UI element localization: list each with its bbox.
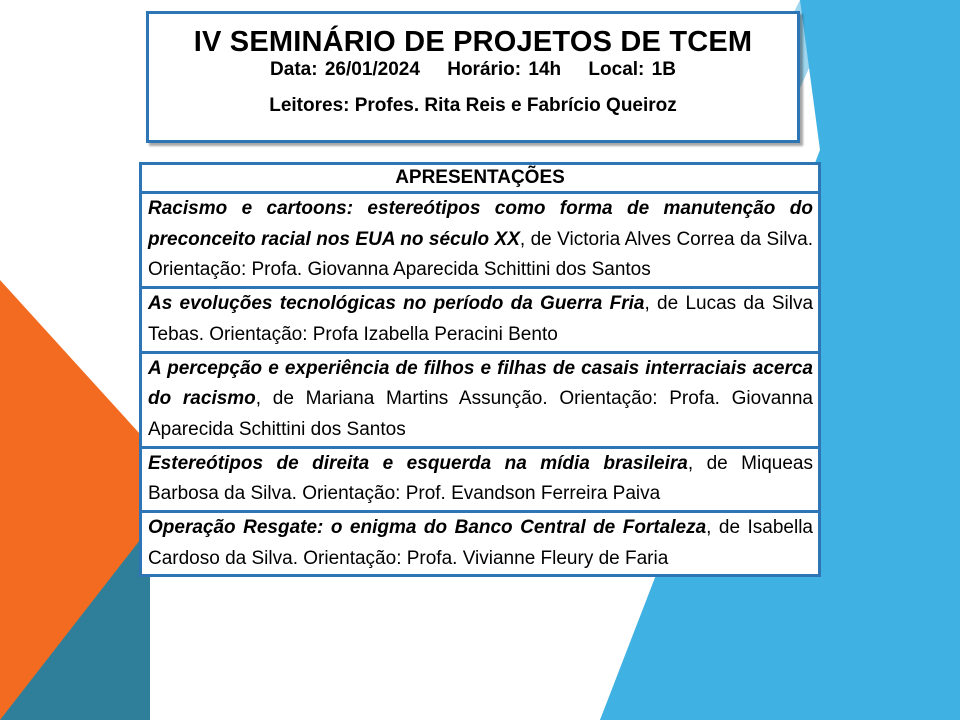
table-heading: APRESENTAÇÕES (141, 164, 820, 193)
presentation-title: As evoluções tecnológicas no período da Guerra Fria (148, 293, 645, 315)
table-row (141, 512, 820, 576)
presentation-title: A percepção e experiência de filhos e filhas de casais interraciais acerca do racismo (148, 357, 813, 410)
presentation-title: Estereótipos de direita e esquerda na mídia brasileira (148, 452, 688, 474)
presentation-cell (141, 352, 820, 447)
seminar-header-box (146, 11, 800, 143)
presentation-details: , de Mariana Martins Assunção. Orientação: Profa. Giovanna Aparecida Schittini dos Santos (148, 388, 813, 440)
presentation-cell (141, 512, 820, 576)
presentations-table (139, 162, 821, 577)
presentation-title: Racismo e cartoons: estereótipos como forma de manutenção do preconceito racial nos EUA no século XX (148, 198, 813, 250)
table-header-row (141, 164, 820, 193)
seminar-date: Data: 26/01/2024 (270, 59, 420, 80)
presentation-cell (141, 447, 820, 511)
presentation-title: Operação Resgate: o enigma do Banco Central de Fortaleza (148, 517, 707, 539)
seminar-time: Horário: 14h (447, 59, 562, 80)
presentation-details: , de Miqueas Barbosa da Silva. Orientação: Prof. Evandson Ferreira Paiva (148, 452, 813, 505)
seminar-place: Local: 1B (588, 59, 676, 80)
presentations-table-wrap (139, 162, 821, 577)
presentation-details: , de Isabella Cardoso da Silva. Orientação: Profa. Vivianne Fleury de Faria (148, 517, 813, 569)
presentation-cell (141, 193, 820, 288)
table-row (141, 447, 820, 511)
table-row (141, 288, 820, 352)
table-row (141, 352, 820, 447)
seminar-title: IV SEMINÁRIO DE PROJETOS DE TCEM (193, 26, 753, 58)
presentation-details: , de Lucas da Silva Tebas. Orientação: Profa Izabella Peracini Bento (148, 293, 814, 345)
seminar-readers: Leitores: Profes. Rita Reis e Fabrício Queiroz (269, 95, 677, 116)
table-row (141, 193, 820, 288)
seminar-meta (149, 58, 797, 82)
presentation-cell (141, 288, 820, 352)
presentation-details: , de Victoria Alves Correa da Silva. Orientação: Profa. Giovanna Aparecida Schittini dos Santos (148, 228, 813, 281)
